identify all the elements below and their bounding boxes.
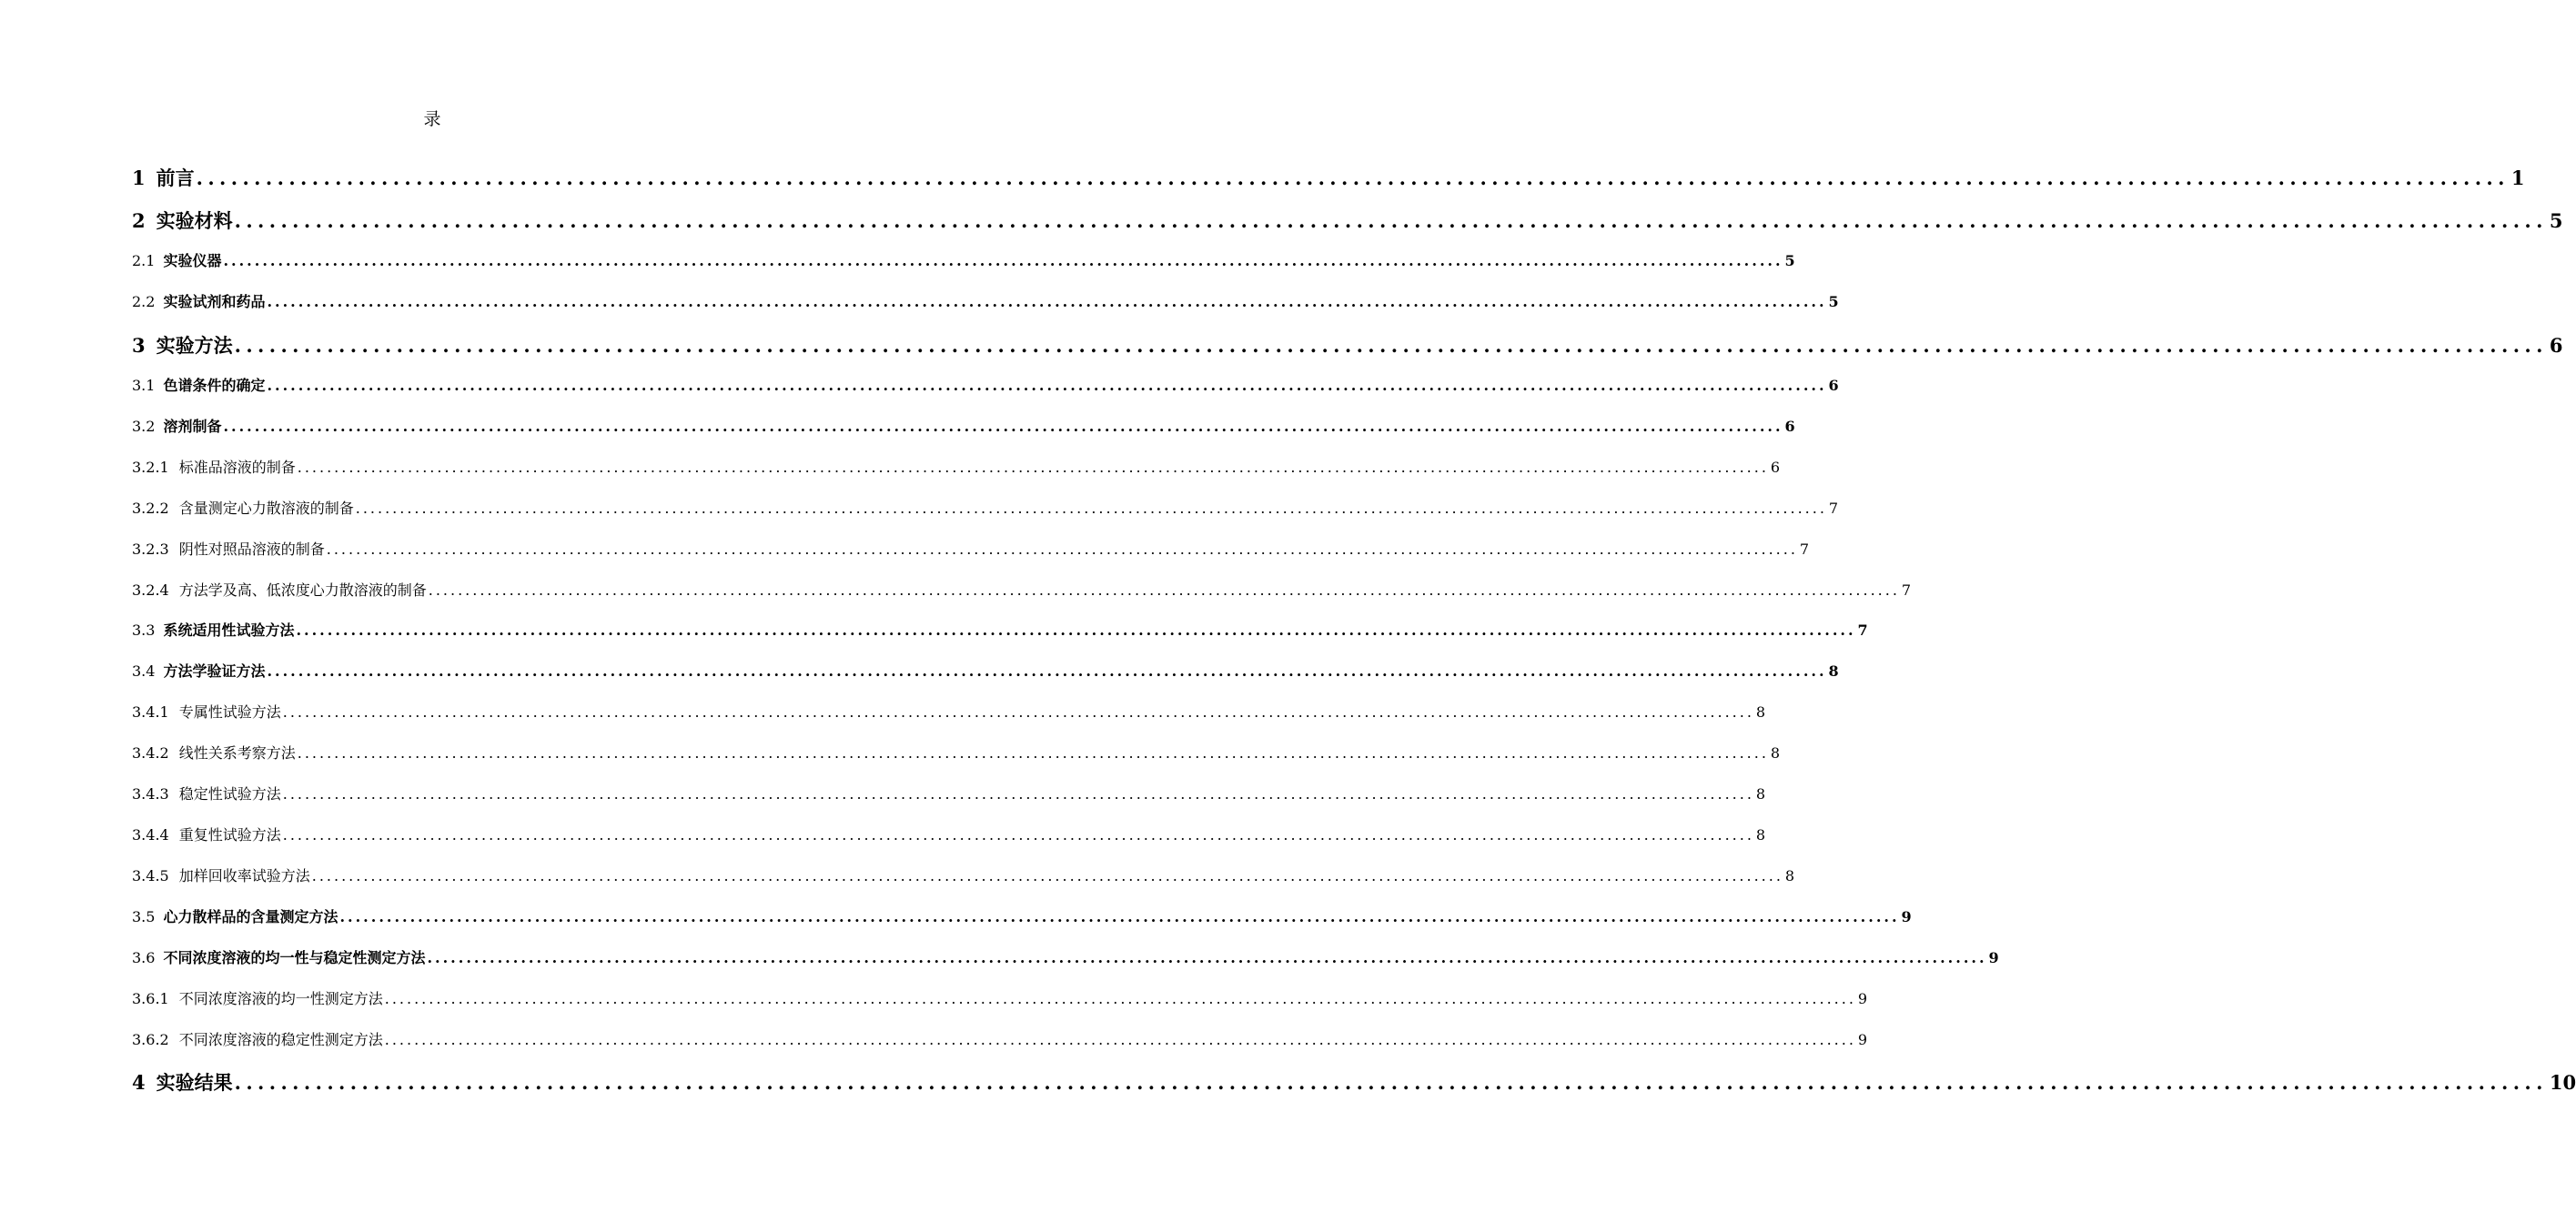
toc-entry-number: 2.2	[132, 293, 156, 310]
toc-entry-text: 阴性对照品溶液的制备	[178, 541, 325, 558]
toc-entry[interactable]	[132, 905, 1912, 926]
toc-entry-page-number: 9	[1901, 908, 1912, 925]
toc-entry-leader: ........................................................................................................................................................................................................	[267, 377, 1827, 394]
toc-entry[interactable]	[132, 331, 2563, 359]
toc-entry-leader: ........................................................................................................................................................................................................	[297, 459, 1769, 476]
toc-entry-leader: ........................................................................................................................................................................................................	[282, 785, 1754, 803]
toc-entry-label	[132, 864, 310, 885]
toc-entry-number: 3.2.3	[132, 541, 169, 558]
toc-entry-number: 3.4.1	[132, 703, 169, 721]
toc-entry-page-number: 8	[1755, 785, 1766, 803]
toc-entry-label	[132, 415, 221, 436]
toc-entry-label	[132, 905, 338, 926]
toc-entry-label	[132, 1068, 233, 1096]
toc-entry-text: 专属性试验方法	[178, 703, 281, 721]
toc-entry-page-number: 7	[1828, 500, 1839, 517]
toc-entry-number: 2.1	[132, 252, 156, 269]
toc-entry-page-number: 6	[1784, 418, 1795, 435]
toc-entry-label	[132, 660, 265, 681]
toc-entry-text: 实验方法	[156, 334, 233, 357]
toc-entry[interactable]	[132, 1028, 1868, 1049]
toc-entry-page-number: 5	[1784, 252, 1795, 269]
toc-entry-label	[132, 164, 195, 191]
toc-entry-text: 前言	[156, 167, 195, 189]
toc-entry-number: 3.4.3	[132, 785, 169, 803]
toc-entry[interactable]	[132, 249, 1795, 270]
toc-entry-text: 不同浓度溶液的均一性测定方法	[178, 990, 383, 1007]
toc-entry-leader: ........................................................................................................................................................................................................	[267, 662, 1827, 680]
toc-entry-text: 方法学及高、低浓度心力散溶液的制备	[178, 581, 427, 599]
toc-entry[interactable]	[132, 415, 1795, 436]
toc-entry-leader: ........................................................................................................................................................................................................	[355, 500, 1827, 517]
toc-entry-label	[132, 987, 383, 1008]
toc-entry-leader: ........................................................................................................................................................................................................	[223, 418, 1783, 435]
toc-entry-label	[132, 538, 325, 559]
toc-entry-text: 不同浓度溶液的均一性与稳定性测定方法	[163, 949, 426, 966]
toc-entry[interactable]	[132, 783, 1766, 804]
toc-entry-page-number: 9	[1857, 1031, 1868, 1048]
toc-entry[interactable]	[132, 579, 1912, 600]
toc-entry-number: 3.6	[132, 949, 156, 966]
toc-entry-text: 实验结果	[156, 1071, 233, 1094]
toc-entry-text: 重复性试验方法	[178, 826, 281, 844]
toc-entry-leader: ........................................................................................................................................................................................................	[196, 167, 2510, 189]
toc-entry-label	[132, 497, 354, 518]
toc-entry-leader: ........................................................................................................................................................................................................	[326, 541, 1798, 558]
toc-entry-label	[132, 579, 427, 600]
toc-entry-number: 3.2.1	[132, 459, 169, 476]
toc-entry-number: 3.4.5	[132, 867, 169, 884]
toc-entry-leader: ........................................................................................................................................................................................................	[234, 209, 2548, 232]
toc-entry-number: 3.4.4	[132, 826, 169, 844]
toc-entry-page-number: 8	[1755, 703, 1766, 721]
toc-entry[interactable]	[132, 538, 1810, 559]
toc-entry-text: 溶剂制备	[163, 418, 222, 435]
toc-entry-number: 3.2	[132, 418, 156, 435]
toc-entry-label	[132, 701, 281, 722]
toc-entry-page-number: 7	[1901, 581, 1912, 599]
toc-entry-label	[132, 742, 296, 763]
toc-entry[interactable]	[132, 946, 1999, 967]
toc-entry-text: 线性关系考察方法	[178, 744, 296, 762]
toc-entry-number: 4	[132, 1071, 146, 1094]
toc-entry-number: 3.2.2	[132, 500, 169, 517]
toc-entry[interactable]	[132, 864, 1795, 885]
toc-entry-page-number: 9	[1857, 990, 1868, 1007]
toc-entry-page-number: 7	[1799, 541, 1810, 558]
toc-entry-leader: ........................................................................................................................................................................................................	[297, 744, 1769, 762]
toc-entry-label	[132, 824, 281, 844]
toc-entry[interactable]	[132, 497, 1839, 518]
toc-entry-text: 含量测定心力散溶液的制备	[178, 500, 354, 517]
toc-entry-text: 不同浓度溶液的稳定性测定方法	[178, 1031, 383, 1048]
toc-entry-text: 系统适用性试验方法	[163, 622, 295, 639]
toc-entry[interactable]	[132, 1068, 2576, 1096]
toc-entry-text: 色谱条件的确定	[163, 377, 266, 394]
toc-entry-leader: ........................................................................................................................................................................................................	[282, 703, 1754, 721]
toc-entry[interactable]	[132, 456, 1781, 477]
toc-entry[interactable]	[132, 824, 1766, 844]
toc-entry-label	[132, 456, 296, 477]
toc-entry-text: 标准品溶液的制备	[178, 459, 296, 476]
toc-entry-leader: ........................................................................................................................................................................................................	[384, 990, 1856, 1007]
toc-entry[interactable]	[132, 374, 1839, 395]
toc-entry-page-number: 10	[2549, 1071, 2576, 1094]
toc-entry-page-number: 7	[1857, 622, 1868, 639]
toc-entry-leader: ........................................................................................................................................................................................................	[427, 949, 1987, 966]
toc-entry-leader: ........................................................................................................................................................................................................	[234, 334, 2548, 357]
toc-entry[interactable]	[132, 207, 2563, 234]
toc-entry-text: 实验材料	[156, 209, 233, 232]
toc-entry-page-number: 8	[1755, 826, 1766, 844]
toc-entry-text: 心力散样品的含量测定方法	[163, 908, 338, 925]
toc-entry-number: 3.2.4	[132, 581, 169, 599]
toc-entry-leader: ........................................................................................................................................................................................................	[311, 867, 1783, 884]
toc-entry-number: 3	[132, 334, 146, 357]
toc-entry-number: 2	[132, 209, 146, 232]
toc-entry-number: 3.4.2	[132, 744, 169, 762]
toc-entry[interactable]	[132, 619, 1868, 640]
toc-entry-label	[132, 619, 294, 640]
toc-entry-text: 方法学验证方法	[163, 662, 266, 680]
toc-entry-leader: ........................................................................................................................................................................................................	[428, 581, 1900, 599]
toc-entry-leader: ........................................................................................................................................................................................................	[384, 1031, 1856, 1048]
toc-entry-label	[132, 331, 233, 359]
toc-entry-label	[132, 207, 233, 234]
toc-entry-page-number: 6	[1770, 459, 1781, 476]
toc-entry-page-number: 9	[1988, 949, 1999, 966]
toc-entry-page-number: 8	[1828, 662, 1839, 680]
toc-entry-number: 3.3	[132, 622, 156, 639]
toc-entry-label	[132, 249, 221, 270]
toc-entry[interactable]	[132, 987, 1868, 1008]
toc-entry-label	[132, 290, 265, 311]
toc-entry-page-number: 6	[2549, 334, 2563, 357]
toc-entry-leader: ........................................................................................................................................................................................................	[339, 908, 1900, 925]
toc-entry-page-number: 5	[2549, 209, 2563, 232]
toc-entry-number: 3.1	[132, 377, 156, 394]
toc-entry-leader: ........................................................................................................................................................................................................	[267, 293, 1827, 310]
toc-entry-leader: ........................................................................................................................................................................................................	[234, 1071, 2548, 1094]
toc-entry-number: 1	[132, 167, 146, 189]
toc-entry-number: 3.6.2	[132, 1031, 169, 1048]
toc-title: 录	[423, 109, 441, 129]
toc-entry-text: 稳定性试验方法	[178, 785, 281, 803]
toc-entry-leader: ........................................................................................................................................................................................................	[223, 252, 1783, 269]
toc-entry-label	[132, 1028, 383, 1049]
toc-entry-page-number: 6	[1828, 377, 1839, 394]
toc-entry-number: 3.6.1	[132, 990, 169, 1007]
toc-entry-page-number: 8	[1770, 744, 1781, 762]
toc-entry-text: 实验试剂和药品	[163, 293, 266, 310]
toc-entry-text: 实验仪器	[163, 252, 222, 269]
toc-entry-number: 3.5	[132, 908, 156, 925]
toc-entry-label	[132, 783, 281, 804]
toc-entry[interactable]	[132, 742, 1781, 763]
toc-entry-text: 加样回收率试验方法	[178, 867, 310, 884]
toc-entry-page-number: 8	[1784, 867, 1795, 884]
toc-entry-label	[132, 374, 265, 395]
toc-entry-page-number: 5	[1828, 293, 1839, 310]
toc-entry[interactable]	[132, 164, 2525, 191]
toc-entry[interactable]	[132, 290, 1839, 311]
toc-entry-label	[132, 946, 425, 967]
toc-entry-number: 3.4	[132, 662, 156, 680]
toc-entry-leader: ........................................................................................................................................................................................................	[296, 622, 1856, 639]
toc-entry-page-number: 1	[2510, 167, 2525, 189]
toc-entry-leader: ........................................................................................................................................................................................................	[282, 826, 1754, 844]
toc-entry[interactable]	[132, 701, 1766, 722]
toc-entry[interactable]	[132, 660, 1839, 681]
